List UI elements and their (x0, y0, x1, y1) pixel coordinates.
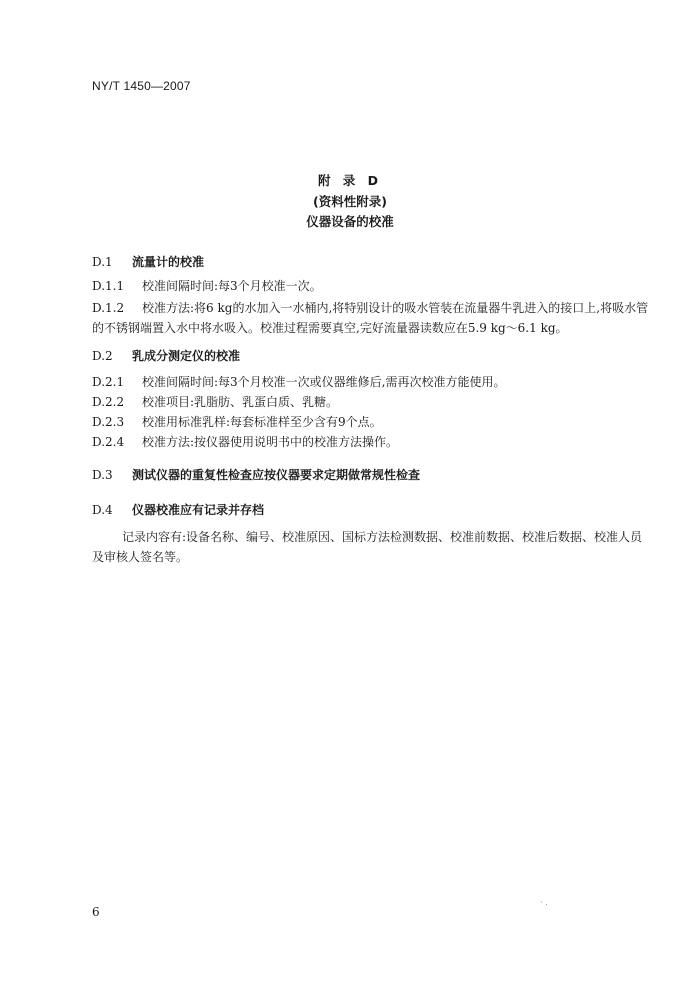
clause-number: D.1.2 (92, 301, 125, 315)
scan-speck: · . (540, 898, 548, 907)
page-number: 6 (92, 905, 100, 919)
clause-text: 校准间隔时间:每3个月校准一次。 (142, 279, 322, 293)
section-title: 测试仪器的重复性检查应按仪器要求定期做常规性检查 (132, 468, 421, 482)
clause-text: 校准用标准乳样:每套标准样至少含有9个点。 (142, 415, 382, 429)
clause-number: D.2.3 (92, 415, 125, 429)
clause-number: D.2.4 (92, 435, 125, 449)
clause-text: 校准方法:将6 kg的水加入一水桶内,将特别设计的吸水管装在流量器牛乳进入的接口上,将吸水管的不锈钢端置入水中将水吸入。校准过程需要真空,完好流量器读数应在5.9 kg～6.1 kg。 (92, 301, 649, 335)
clause-text: 校准间隔时间:每3个月校准一次或仪器维修后,需再次校准方能使用。 (142, 375, 506, 389)
appendix-label: 附 录 D (317, 173, 383, 188)
standard-number: NY/T 1450—2007 (92, 79, 191, 93)
clause-d1-2 (92, 298, 652, 338)
record-paragraph: 记录内容有:设备名称、编号、校准原因、国标方法检测数据、校准前数据、校准后数据、校准人员及审核人签名等。 (92, 530, 643, 564)
clause-d2-1 (92, 372, 506, 392)
clause-d1-1 (92, 276, 322, 296)
section-number: D.4 (92, 503, 113, 517)
section-number: D.1 (92, 255, 113, 269)
clause-text: 校准方法:按仪器使用说明书中的校准方法操作。 (142, 435, 399, 449)
section-title: 仪器校准应有记录并存档 (132, 503, 265, 517)
clause-d2-2 (92, 392, 338, 412)
section-heading-d1 (92, 253, 204, 270)
clause-number: D.1.1 (92, 279, 125, 293)
clause-d2-4 (92, 432, 398, 452)
clause-text: 校准项目:乳脂肪、乳蛋白质、乳糖。 (142, 395, 339, 409)
section-heading-d4 (92, 501, 264, 518)
section-heading-d3 (92, 466, 420, 483)
section-number: D.2 (92, 349, 113, 363)
appendix-type: (资料性附录) (313, 194, 387, 209)
section-heading-d2 (92, 347, 240, 364)
appendix-title: 仪器设备的校准 (306, 214, 394, 229)
section-number: D.3 (92, 468, 113, 482)
clause-number: D.2.2 (92, 395, 125, 409)
clause-d2-3 (92, 412, 382, 432)
section-title: 乳成分测定仪的校准 (132, 349, 241, 363)
clause-number: D.2.1 (92, 375, 125, 389)
section-title: 流量计的校准 (132, 255, 205, 269)
